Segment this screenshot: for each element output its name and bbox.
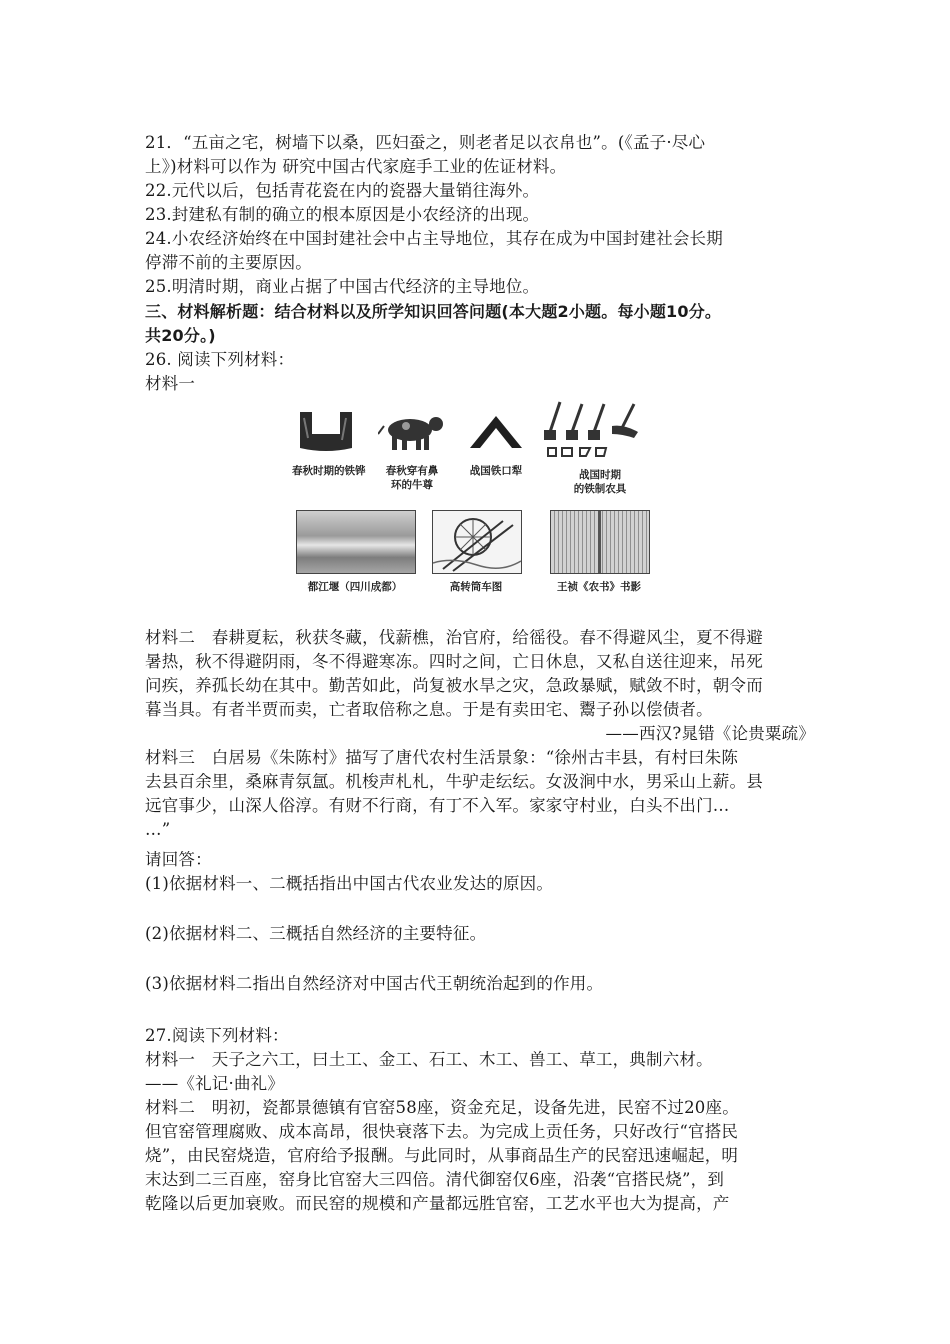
q27-intro: 27.阅读下列材料： (145, 1026, 289, 1045)
q27-material-2-line2: 但官窑管理腐败、成本高昂，很快衰落下去。为完成上贡任务，只好改行“官搭民 (145, 1122, 739, 1141)
q26-intro: 26. 阅读下列材料： (145, 350, 295, 369)
nongshu-book-photo (550, 510, 650, 574)
q26-material-3-line4: …” (145, 820, 171, 839)
q27-material-2-line5: 乾隆以后更加衰败。而民窑的规模和产量都远胜官窑，工艺水平也大为提高，产 (145, 1194, 730, 1213)
statement-24-line1: 24.小农经济始终在中国封建社会中占主导地位，其存在成为中国封建社会长期 (145, 229, 723, 248)
section-3-heading-line1: 三、材料解析题：结合材料以及所学知识回答问题(本大题2小题。每小题10分。 (145, 302, 722, 321)
caption-v-plow: 战国铁口犁 (469, 465, 523, 477)
q26-material-2-line1: 材料二 春耕夏耘，秋获冬藏，伐薪樵，治官府，给徭役。春不得避风尘，夏不得避 (145, 628, 763, 647)
caption-ox-zun-line2: 环的牛尊 (391, 479, 433, 491)
statement-23: 23.封建私有制的确立的根本原因是小农经济的出现。 (145, 205, 540, 224)
caption-iron-tools-line1: 战国时期 (579, 469, 621, 481)
statement-24-line2: 停滞不前的主要原因。 (145, 253, 312, 272)
q27-material-2-line1: 材料二 明初，瓷都景德镇有官窑58座，资金充足，设备先进，民窑不过20座。 (145, 1098, 739, 1117)
q26-question-1: (1)依据材料一、二概括指出中国古代农业发达的原因。 (145, 874, 554, 893)
q26-material-2-line4: 暮当具。有者半贾而卖，亡者取倍称之息。于是有卖田宅、鬻子孙以偿债者。 (145, 700, 713, 719)
iron-plowshare-image (296, 408, 356, 454)
ox-zun-vessel-image (378, 412, 446, 452)
q27-material-1-source: ——《礼记·曲礼》 (145, 1074, 285, 1093)
caption-dujiangyan: 都江堰（四川成都） (307, 581, 403, 593)
caption-iron-plowshare: 春秋时期的铁铧 (292, 465, 366, 477)
statement-22: 22.元代以后，包括青花瓷在内的瓷器大量销往海外。 (145, 181, 540, 200)
q26-material-1-label: 材料一 (145, 374, 196, 393)
statement-25: 25.明清时期，商业占据了中国古代经济的主导地位。 (145, 277, 540, 296)
q26-ask: 请回答： (145, 850, 212, 869)
q26-material-3-line1: 材料三 白居易《朱陈村》描写了唐代农村生活景象：“徐州古丰县，有村曰朱陈 (145, 748, 739, 767)
q26-material-2-line3: 问疾，养孤长幼在其中。勤苦如此，尚复被水旱之灾，急政暴赋，赋敛不时，朝令而 (145, 676, 763, 695)
waterwheel-drawing (432, 510, 522, 574)
q26-material-2-source: ——西汉?晁错《论贵粟疏》 (605, 724, 815, 743)
q27-material-2-line3: 烧”，由民窑烧造，官府给予报酬。与此同时，从事商品生产的民窑迅速崛起，明 (145, 1146, 739, 1165)
q26-material-2-line2: 暑热，秋不得避阴雨，冬不得避寒冻。四时之间，亡日休息，又私自送往迎来，吊死 (145, 652, 763, 671)
statement-21-line1: 21．“五亩之宅，树墙下以桑，匹妇蚕之，则老者足以衣帛也”。(《孟子·尽心 (145, 133, 706, 152)
caption-nongshu: 王祯《农书》书影 (557, 581, 641, 593)
iron-tools-image (542, 398, 654, 462)
caption-iron-tools-line2: 的铁制农具 (573, 483, 627, 495)
section-3-heading-line2: 共20分。) (145, 326, 216, 345)
q26-material-3-line2: 去县百余里，桑麻青氛氲。机梭声札札，牛驴走纭纭。女汲涧中水，男采山上薪。县 (145, 772, 763, 791)
material-1-figure (290, 398, 662, 603)
statement-21-line2: 上》)材料可以作为 研究中国古代家庭手工业的佐证材料。 (145, 157, 567, 176)
q26-question-2: (2)依据材料二、三概括自然经济的主要特征。 (145, 924, 487, 943)
caption-waterwheel: 高转筒车图 (449, 581, 503, 593)
caption-ox-zun-line1: 春秋穿有鼻 (385, 465, 439, 477)
q27-material-1: 材料一 天子之六工，曰土工、金工、石工、木工、兽工、草工，典制六材。 (145, 1050, 713, 1069)
q26-material-3-line3: 远官事少，山深人俗淳。有财不行商，有丁不入军。家家守村业，白头不出门… (145, 796, 730, 815)
v-plow-image (466, 412, 526, 452)
dujiangyan-photo (296, 510, 416, 574)
q26-question-3: (3)依据材料二指出自然经济对中国古代王朝统治起到的作用。 (145, 974, 604, 993)
q27-material-2-line4: 末达到二三百座，窑身比官窑大三四倍。清代御窑仅6座，沿袭“官搭民烧”，到 (145, 1170, 725, 1189)
